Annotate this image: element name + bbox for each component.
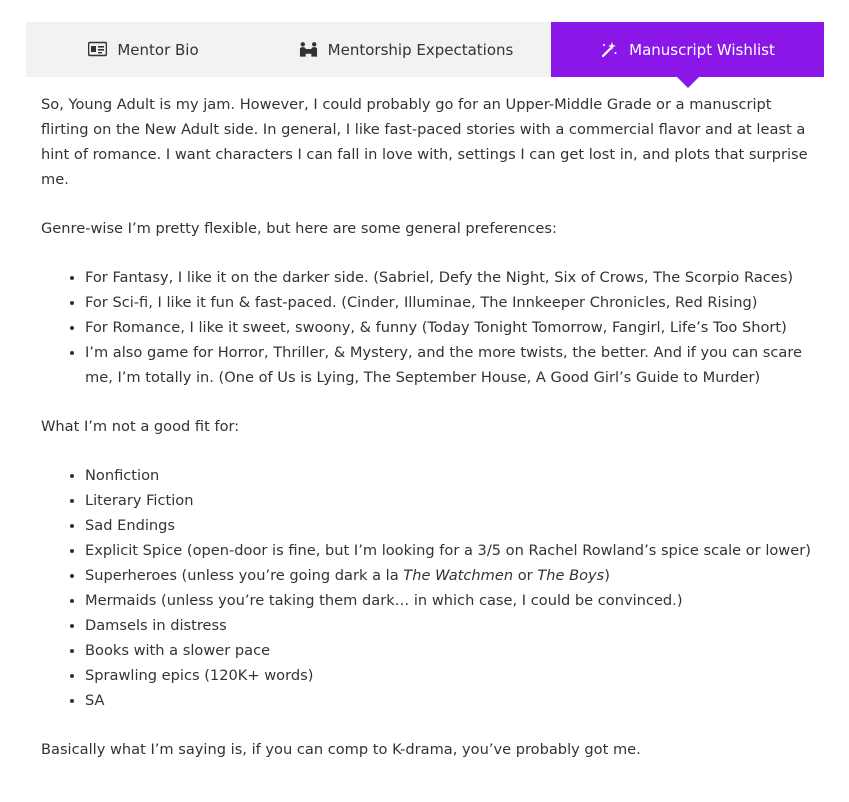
tab-manuscript-wishlist[interactable] — [551, 22, 824, 77]
list-item: • SA — [85, 688, 816, 713]
wishlist-content — [41, 92, 816, 762]
id-card-icon — [88, 41, 107, 58]
list-item: • Sprawling epics (120K+ words) — [85, 663, 816, 688]
list-item: • For Fantasy, I like it on the darker side. (Sabriel, Defy the Night, Six of Crows, The Scorpio Races) — [85, 265, 816, 290]
list-item: • Mermaids (unless you’re taking them dark… in which case, I could be convinced.) — [85, 588, 816, 613]
not-fit-intro: What I’m not a good fit for: — [41, 418, 240, 435]
list-item: • For Sci-fi, I like it fun & fast-paced. (Cinder, Illuminae, The Innkeeper Chronicles, Red Rising) — [85, 290, 816, 315]
list-item: • For Romance, I like it sweet, swoony, & funny (Today Tonight Tomorrow, Fangirl, Life’s Too Short) — [85, 315, 816, 340]
tab-label: Mentor Bio — [117, 40, 199, 59]
tab-label: Manuscript Wishlist — [629, 40, 775, 59]
tab-bar — [26, 22, 824, 77]
tab-mentor-bio[interactable] — [26, 22, 261, 77]
magic-wand-icon — [600, 41, 619, 58]
intro-paragraph: So, Young Adult is my jam. However, I could probably go for an Upper-Middle Grade or a manuscript flirting on the New Adult side. In general, I like fast-paced stories with a commercial flavor and at least a hint of romance. I want characters I can fall in love with, settings I can get lost in, and plots that surprise me. — [41, 96, 808, 188]
list-item: • I’m also game for Horror, Thriller, & Mystery, and the more twists, the better. And if you can scare me, I’m totally in. (One of Us is Lying, The September House, A Good Girl’s Guide to Murder) — [85, 340, 816, 390]
list-item: • Damsels in distress — [85, 613, 816, 638]
text-span: or — [513, 567, 538, 584]
list-item-superheroes — [85, 563, 816, 588]
not-fit-list — [41, 463, 816, 713]
list-item: • Literary Fiction — [85, 488, 816, 513]
list-item: • Nonfiction — [85, 463, 816, 488]
text-span: Superheroes (unless you’re going dark a la — [85, 567, 404, 584]
closing-paragraph: Basically what I’m saying is, if you can comp to K-drama, you’ve probably got me. — [41, 741, 641, 758]
genre-intro: Genre-wise I’m pretty flexible, but here are some general preferences: — [41, 220, 557, 237]
tab-label: Mentorship Expectations — [327, 40, 514, 59]
people-icon — [299, 41, 318, 58]
book-title: The Boys — [537, 567, 605, 584]
tab-mentorship-expectations[interactable] — [261, 22, 551, 77]
list-item: • Books with a slower pace — [85, 638, 816, 663]
list-item: • Explicit Spice (open-door is fine, but I’m looking for a 3/5 on Rachel Rowland’s spice scale or lower) — [85, 538, 816, 563]
book-title: The Watchmen — [403, 567, 514, 584]
preferences-list — [41, 265, 816, 390]
text-span: ) — [604, 567, 610, 584]
list-item: • Sad Endings — [85, 513, 816, 538]
